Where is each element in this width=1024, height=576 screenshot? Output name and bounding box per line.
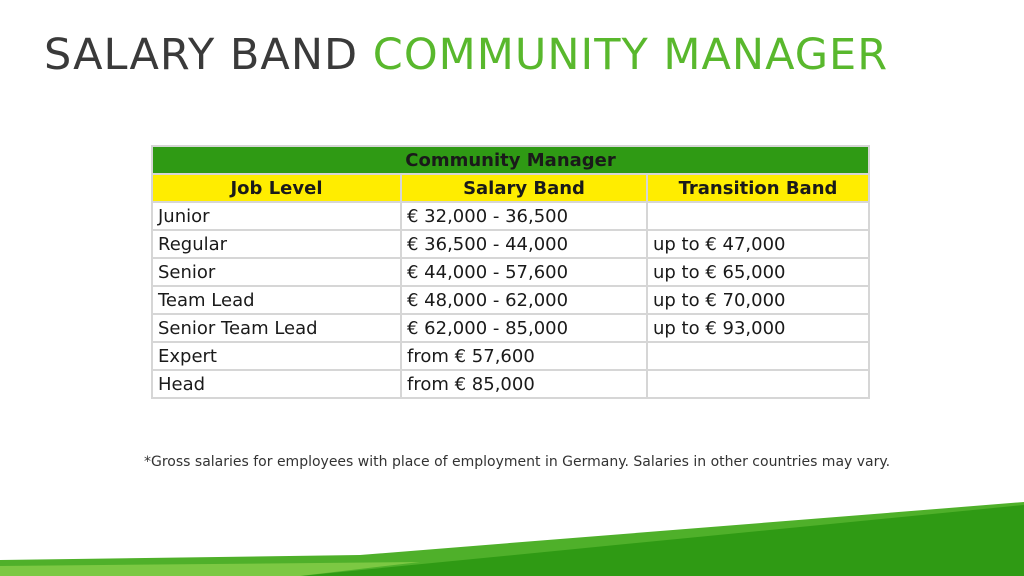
- cell-transition-band: up to € 47,000: [647, 230, 869, 258]
- cell-salary-band: € 44,000 - 57,600: [401, 258, 647, 286]
- cell-job-level: Junior: [152, 202, 401, 230]
- header-transition-band: Transition Band: [647, 174, 869, 202]
- cell-salary-band: € 36,500 - 44,000: [401, 230, 647, 258]
- cell-salary-band: from € 57,600: [401, 342, 647, 370]
- cell-job-level: Team Lead: [152, 286, 401, 314]
- footnote: *Gross salaries for employees with place of employment in Germany. Salaries in other countries may vary.: [144, 454, 891, 470]
- header-salary-band: Salary Band: [401, 174, 647, 202]
- cell-transition-band: up to € 70,000: [647, 286, 869, 314]
- cell-salary-band: € 32,000 - 36,500: [401, 202, 647, 230]
- title-accent: COMMUNITY MANAGER: [372, 30, 889, 80]
- cell-job-level: Regular: [152, 230, 401, 258]
- cell-job-level: Senior Team Lead: [152, 314, 401, 342]
- cell-salary-band: from € 85,000: [401, 370, 647, 398]
- table-caption: Community Manager: [152, 146, 869, 174]
- header-job-level: Job Level: [152, 174, 401, 202]
- cell-salary-band: € 62,000 - 85,000: [401, 314, 647, 342]
- cell-job-level: Senior: [152, 258, 401, 286]
- cell-job-level: Head: [152, 370, 401, 398]
- cell-salary-band: € 48,000 - 62,000: [401, 286, 647, 314]
- cell-job-level: Expert: [152, 342, 401, 370]
- cell-transition-band: up to € 65,000: [647, 258, 869, 286]
- cell-transition-band: up to € 93,000: [647, 314, 869, 342]
- title-prefix: SALARY BAND: [44, 30, 359, 80]
